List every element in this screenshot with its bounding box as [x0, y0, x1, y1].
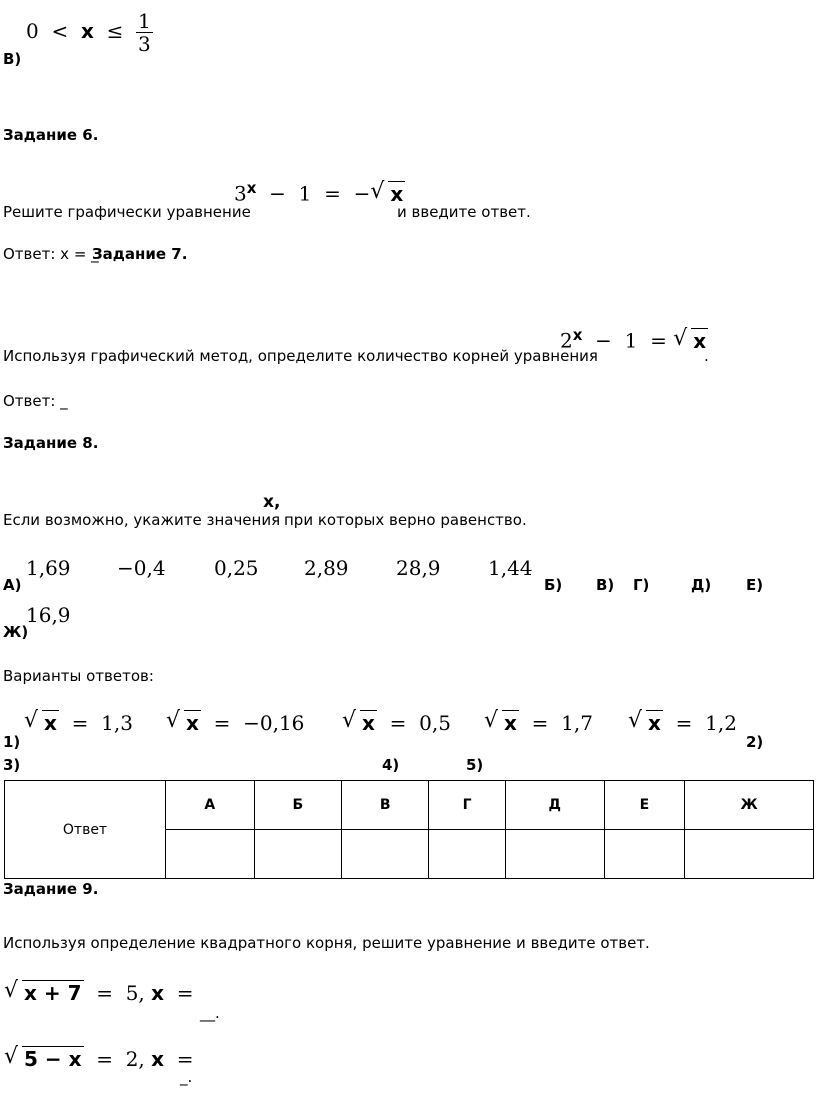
variant-label-5: 5)	[466, 756, 484, 774]
task8-text-before: Если возможно, укажите значения	[3, 511, 281, 529]
answer-header-a: А	[166, 781, 255, 830]
label-a: А)	[3, 576, 22, 594]
variant-5: √ x = 1,2	[628, 713, 737, 733]
value-b: −0,4	[117, 556, 166, 580]
task7-text: Используя графический метод, определите количество корней уравнения	[3, 347, 598, 365]
label-zh: Ж)	[3, 623, 29, 641]
task6-title: Задание 6.	[3, 126, 99, 144]
answer-cell-g[interactable]	[429, 830, 505, 879]
task7-answer: Ответ: _	[3, 392, 68, 410]
task9-answer-blank-1[interactable]: __.	[200, 1004, 220, 1022]
task8-var: x,	[263, 492, 281, 512]
variant-label-2: 2)	[746, 733, 764, 751]
task8-text-after: при которых верно равенство.	[284, 511, 527, 529]
task9-answer-blank-2[interactable]: _.	[180, 1068, 193, 1086]
answer-cell-a[interactable]	[166, 830, 255, 879]
answer-header-zh: Ж	[685, 781, 814, 830]
task8-title: Задание 8.	[3, 434, 99, 452]
task6-answer: Ответ: x = _	[3, 245, 99, 263]
task7-equation: 2$^x$ − 1 = √ x	[560, 328, 708, 351]
task9-equation-1: √ x + 7 = 5, x =	[4, 983, 194, 1003]
value-a: 1,69	[26, 556, 71, 580]
answer-header-g: Г	[429, 781, 505, 830]
answer-header-b: Б	[254, 781, 341, 830]
variant-4: √ x = 1,7	[484, 713, 593, 733]
variant-label-3: 3)	[3, 756, 21, 774]
answer-header-v: В	[342, 781, 429, 830]
task6-equation: 3$^x$ − 1 = −√ x	[234, 181, 405, 204]
answer-cell-e[interactable]	[604, 830, 684, 879]
answer-header-e: Е	[604, 781, 684, 830]
variant-label-1: 1)	[3, 733, 21, 751]
task7-title: Задание 7.	[92, 245, 188, 263]
answer-header-d: Д	[505, 781, 604, 830]
answer-cell-zh[interactable]	[685, 830, 814, 879]
variant-3: √ x = 0,5	[342, 713, 451, 733]
top-inequality: 0 < x ≤ $\frac{1}{3}$	[26, 9, 151, 56]
option-label-v: В)	[3, 50, 22, 68]
task9-title: Задание 9.	[3, 880, 99, 898]
value-zh: 16,9	[26, 603, 71, 627]
value-d: 28,9	[396, 556, 441, 580]
label-v: В)	[596, 576, 615, 594]
answer-table	[4, 780, 814, 879]
label-e: Е)	[746, 576, 764, 594]
task6-text-before: Решите графически уравнение	[3, 203, 251, 221]
task9-equation-2: √ 5 − x = 2, x =	[4, 1049, 194, 1069]
task9-text: Используя определение квадратного корня, решите уравнение и введите ответ.	[3, 934, 650, 952]
task6-text-after: и введите ответ.	[397, 203, 531, 221]
value-e: 1,44	[488, 556, 533, 580]
variant-label-4: 4)	[382, 756, 400, 774]
answer-cell-b[interactable]	[254, 830, 341, 879]
value-g: 2,89	[304, 556, 349, 580]
label-b: Б)	[544, 576, 563, 594]
answer-cell-v[interactable]	[342, 830, 429, 879]
answer-cell-d[interactable]	[505, 830, 604, 879]
label-d: Д)	[691, 576, 712, 594]
variants-title: Варианты ответов:	[3, 667, 154, 685]
label-g: Г)	[633, 576, 650, 594]
value-v: 0,25	[214, 556, 259, 580]
task7-dot: .	[704, 347, 709, 365]
variant-2: √ x = −0,16	[166, 713, 304, 733]
variant-1: √ x = 1,3	[24, 713, 133, 733]
answer-row-label: Ответ	[5, 781, 166, 879]
